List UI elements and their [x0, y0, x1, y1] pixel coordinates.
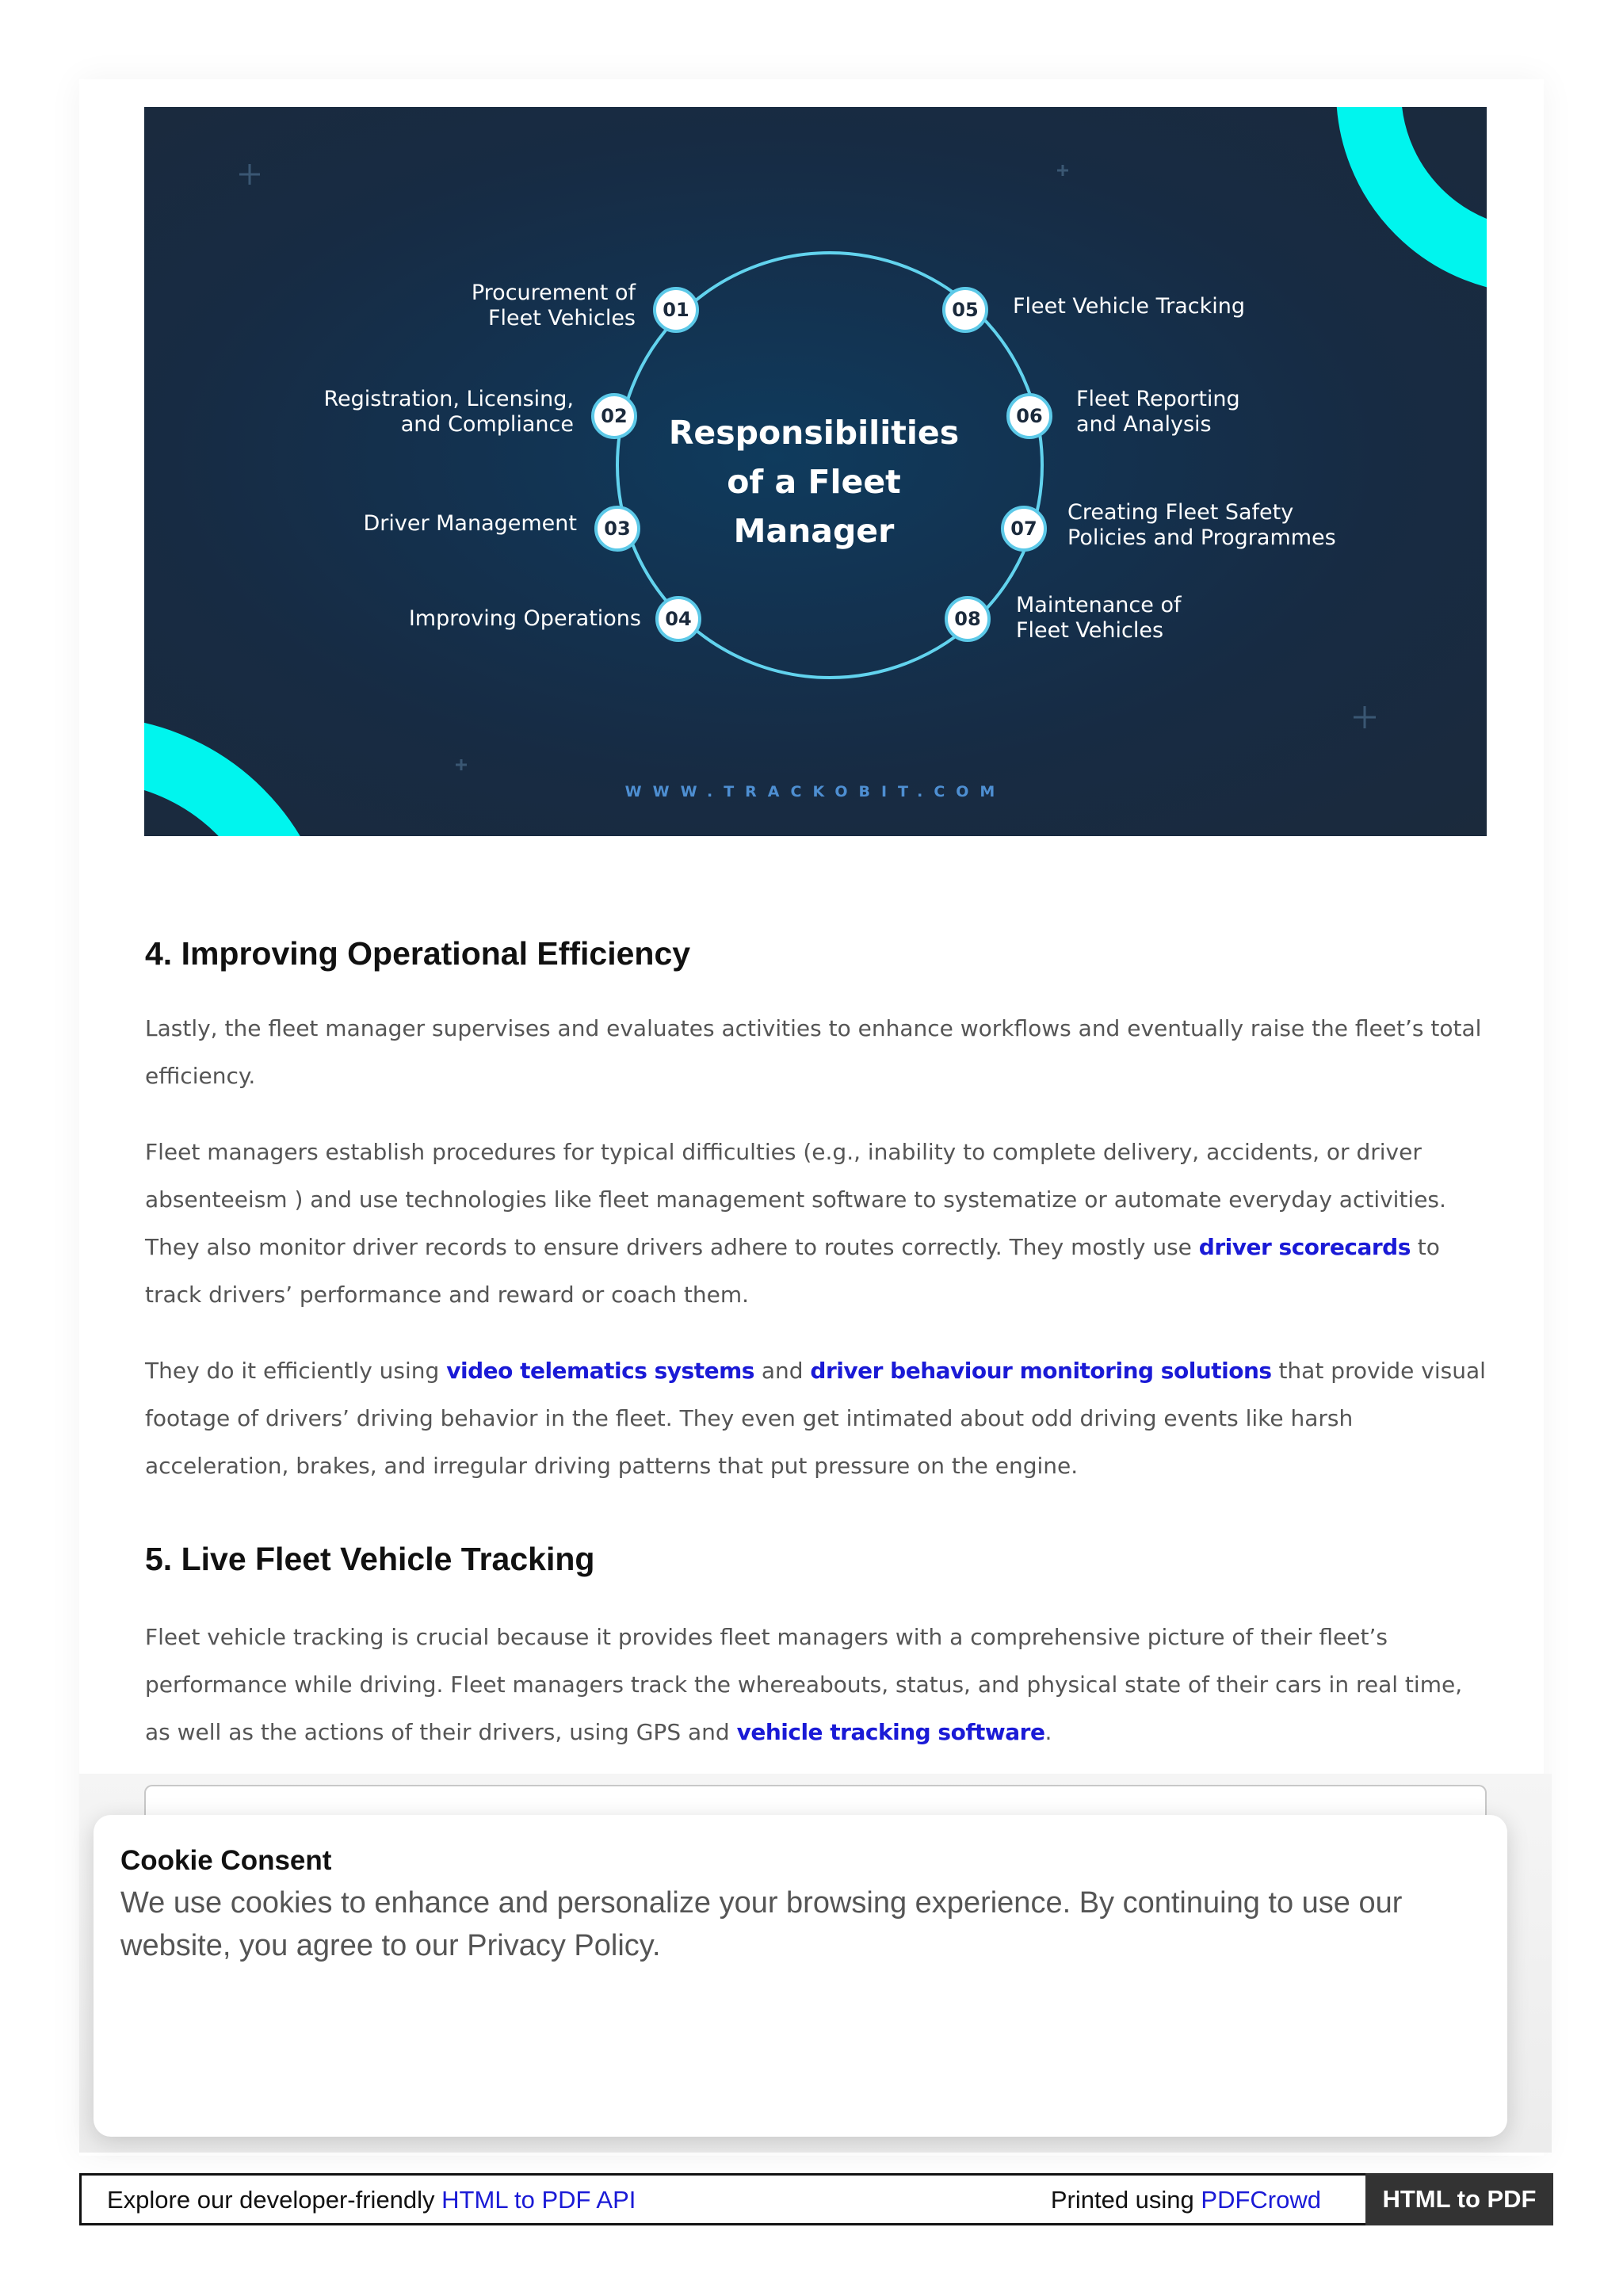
cookie-consent-title: Cookie Consent — [120, 1845, 332, 1876]
vehicle-tracking-software-link[interactable]: vehicle tracking software — [736, 1719, 1045, 1745]
label-05: Fleet Vehicle Tracking — [1013, 294, 1245, 319]
section-4-heading: 4. Improving Operational Efficiency — [145, 935, 691, 972]
badge-02: 02 — [591, 393, 637, 439]
paragraph-text: Fleet managers establish procedures for typical difficulties (e.g., inability to complete delivery, accidents, or driver absenteeism ) and use technologies like fleet management software to systematize or automate everyday activities. They also monitor driver records to ensure drivers adhere to routes correctly. They mostly use — [145, 1139, 1446, 1260]
hero-infographic — [144, 107, 1487, 836]
section-5-paragraph-1 — [145, 1614, 1488, 1756]
footer-mid-text: Printed using — [1050, 2186, 1201, 2214]
label-03: Driver Management — [363, 511, 577, 536]
hero-title-line2: of a Fleet Manager — [727, 463, 901, 550]
paragraph-text: that provide visual footage of drivers’ driving behavior in the fleet. They even get intimated about odd driving events like harsh acceleration, brakes, and irregular driving patterns that put pressure on the engine. — [145, 1358, 1486, 1479]
badge-06: 06 — [1006, 393, 1052, 439]
paragraph-text: and — [754, 1358, 811, 1384]
hero-title — [651, 408, 976, 556]
label-01: Procurement of Fleet Vehicles — [471, 281, 636, 330]
paragraph-text: They do it efficiently using — [145, 1358, 447, 1384]
section-4-paragraph-2 — [145, 1129, 1488, 1319]
badge-07: 07 — [1001, 506, 1047, 552]
badge-05: 05 — [942, 287, 988, 333]
hero-title-line1: Responsibilities — [668, 414, 960, 452]
site-url: WWW.TRACKOBIT.COM — [624, 783, 1006, 800]
driver-behaviour-monitoring-link[interactable]: driver behaviour monitoring solutions — [810, 1358, 1272, 1384]
paragraph-text: Fleet vehicle tracking is crucial because it provides fleet managers with a comprehensive picture of their fleet’s performance while driving. Fleet managers track the whereabouts, status, and physical state of their cars in real time, as well as the actions of their drivers, using GPS and — [145, 1624, 1463, 1745]
badge-03: 03 — [594, 506, 640, 552]
label-06: Fleet Reporting and Analysis — [1076, 387, 1240, 437]
footer-left-text: Explore our developer-friendly — [107, 2186, 442, 2214]
label-02: Registration, Licensing, and Compliance — [323, 387, 574, 437]
driver-scorecards-link[interactable]: driver scorecards — [1198, 1234, 1411, 1260]
label-07: Creating Fleet Safety Policies and Programmes — [1067, 500, 1336, 550]
video-telematics-link[interactable]: video telematics systems — [446, 1358, 754, 1384]
label-04: Improving Operations — [408, 606, 641, 631]
pdfcrowd-footer — [79, 2173, 1553, 2225]
html-to-pdf-api-link[interactable]: HTML to PDF API — [441, 2186, 636, 2214]
label-08: Maintenance of Fleet Vehicles — [1016, 593, 1182, 643]
footer-left — [107, 2186, 636, 2214]
footer-middle — [1051, 2186, 1321, 2214]
cookie-consent-dialog — [94, 1815, 1507, 2137]
badge-01: 01 — [653, 287, 699, 333]
pdfcrowd-link[interactable]: PDFCrowd — [1201, 2186, 1321, 2214]
html-to-pdf-button[interactable]: HTML to PDF — [1365, 2173, 1553, 2225]
cookie-consent-text: We use cookies to enhance and personalize your browsing experience. By continuing to use our website, you agree to our Privacy Policy. — [120, 1886, 1403, 1962]
accent-arc-top-right — [1369, 107, 1487, 262]
paragraph-text: . — [1044, 1719, 1052, 1745]
badge-08: 08 — [945, 596, 991, 642]
paragraph-text: to track drivers’ performance and reward or coach them. — [145, 1234, 1440, 1308]
badge-04: 04 — [655, 596, 701, 642]
section-5-heading: 5. Live Fleet Vehicle Tracking — [145, 1541, 595, 1577]
section-4-paragraph-3 — [145, 1347, 1488, 1490]
section-4-paragraph-1: Lastly, the fleet manager supervises and evaluates activities to enhance workflows and eventually raise the fleet’s total efficiency. — [145, 1015, 1482, 1089]
